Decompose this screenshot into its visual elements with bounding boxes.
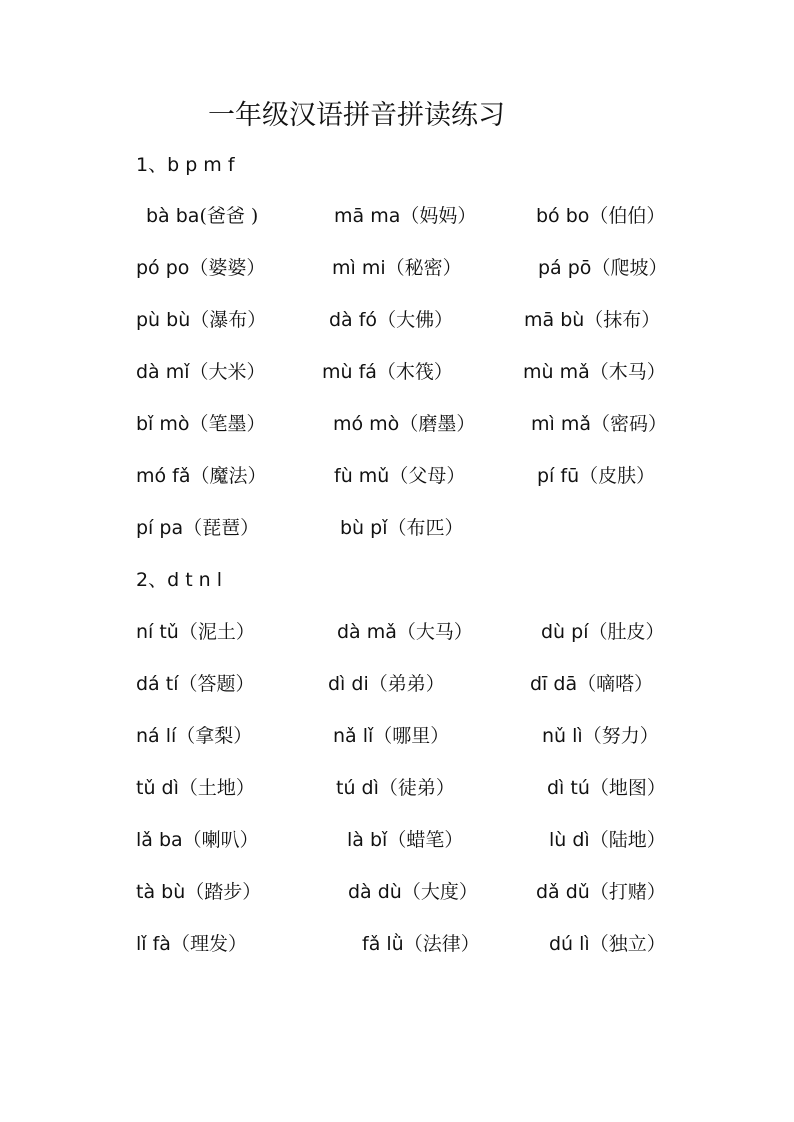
hanzi: (爸爸 ) <box>199 205 259 227</box>
word-item <box>322 355 453 389</box>
word-row <box>0 927 794 961</box>
word-item <box>542 719 659 753</box>
hanzi: （泥土） <box>178 621 255 643</box>
pinyin: ná lí <box>136 725 177 747</box>
pinyin: pù bù <box>136 309 191 331</box>
hanzi: （肚皮） <box>588 621 665 643</box>
word-item <box>136 407 266 441</box>
word-row <box>0 615 794 649</box>
page-title: 一年级汉语拼音拼读练习 <box>208 100 505 131</box>
word-item <box>136 667 255 701</box>
word-item <box>347 823 463 857</box>
word-item <box>136 251 265 285</box>
pinyin: dà fó <box>329 309 378 331</box>
hanzi: （秘密） <box>385 257 462 279</box>
word-item <box>523 355 666 389</box>
word-item <box>329 303 453 337</box>
pinyin: mó fǎ <box>136 465 191 487</box>
word-item <box>340 511 464 545</box>
word-item <box>337 615 473 649</box>
word-row <box>0 823 794 857</box>
hanzi: （抹布） <box>584 309 661 331</box>
pinyin: nǎ lǐ <box>333 725 374 747</box>
word-row <box>0 459 794 493</box>
hanzi: （努力） <box>582 725 659 747</box>
word-item <box>136 355 266 389</box>
hanzi: （伯伯） <box>589 205 666 227</box>
word-item <box>538 251 667 285</box>
word-item <box>136 927 247 961</box>
word-row <box>0 875 794 909</box>
hanzi: （答题） <box>178 673 255 695</box>
word-item <box>531 407 667 441</box>
word-item <box>530 667 653 701</box>
word-item <box>332 251 462 285</box>
word-item <box>334 199 476 233</box>
hanzi: （大度） <box>401 881 478 903</box>
hanzi: （踏步） <box>185 881 262 903</box>
word-item <box>136 303 266 337</box>
hanzi: （徒弟） <box>378 777 455 799</box>
hanzi: （喇叭） <box>182 829 259 851</box>
word-item <box>334 459 465 493</box>
pinyin: dī dā <box>530 673 578 695</box>
word-item <box>136 875 261 909</box>
word-row <box>0 719 794 753</box>
pinyin: mù mǎ <box>523 361 590 383</box>
hanzi: （磨墨） <box>399 413 476 435</box>
hanzi: （嘀嗒） <box>577 673 654 695</box>
pinyin: dǎ dǔ <box>536 881 590 903</box>
pinyin: dà mǎ <box>337 621 397 643</box>
word-item <box>328 667 445 701</box>
hanzi: （婆婆） <box>189 257 266 279</box>
hanzi: （土地） <box>178 777 255 799</box>
word-item <box>547 771 666 805</box>
hanzi: （爬坡） <box>591 257 668 279</box>
hanzi: （弟弟） <box>368 673 445 695</box>
pinyin: fù mǔ <box>334 465 390 487</box>
pinyin: dì tú <box>547 777 590 799</box>
pinyin: mā ma <box>334 205 401 227</box>
hanzi: （布匹） <box>387 517 464 539</box>
word-item <box>333 407 475 441</box>
word-item <box>136 771 255 805</box>
pinyin: lǐ fà <box>136 933 171 955</box>
word-item <box>333 719 449 753</box>
word-item <box>541 615 665 649</box>
hanzi: （哪里） <box>373 725 450 747</box>
pinyin: mā bù <box>524 309 585 331</box>
pinyin: dì di <box>328 673 369 695</box>
pinyin: dà dù <box>348 881 402 903</box>
pinyin: tà bù <box>136 881 186 903</box>
hanzi: （法律） <box>403 933 480 955</box>
pinyin: pá pō <box>538 257 592 279</box>
word-item <box>362 927 480 961</box>
hanzi: （大佛） <box>377 309 454 331</box>
word-item <box>136 615 255 649</box>
pinyin: lù dì <box>549 829 590 851</box>
word-row <box>0 303 794 337</box>
pinyin: ní tǔ <box>136 621 179 643</box>
pinyin: là bǐ <box>347 829 388 851</box>
pinyin: bǐ mò <box>136 413 190 435</box>
word-row <box>0 511 794 545</box>
word-item <box>536 199 665 233</box>
hanzi: （木筏） <box>376 361 453 383</box>
pinyin: lǎ ba <box>136 829 183 851</box>
pinyin: bù pǐ <box>340 517 388 539</box>
hanzi: （独立） <box>589 933 666 955</box>
pinyin: dù pí <box>541 621 589 643</box>
hanzi: （拿梨） <box>176 725 253 747</box>
pinyin: pó po <box>136 257 190 279</box>
word-item <box>549 823 666 857</box>
hanzi: （魔法） <box>190 465 267 487</box>
section-heading-bpmf: 1、b p m f <box>136 154 235 176</box>
word-row <box>0 355 794 389</box>
word-item <box>348 875 478 909</box>
pinyin: dà mǐ <box>136 361 190 383</box>
word-item <box>146 199 258 233</box>
word-item <box>136 511 259 545</box>
hanzi: （蜡笔） <box>387 829 464 851</box>
hanzi: （密码） <box>590 413 667 435</box>
hanzi: （理发） <box>170 933 247 955</box>
word-row <box>0 667 794 701</box>
word-item <box>536 875 666 909</box>
pinyin: tú dì <box>336 777 379 799</box>
hanzi: （父母） <box>389 465 466 487</box>
word-item <box>136 823 259 857</box>
hanzi: （木马） <box>589 361 666 383</box>
word-item <box>336 771 455 805</box>
hanzi: （大米） <box>189 361 266 383</box>
word-row <box>0 407 794 441</box>
hanzi: （笔墨） <box>189 413 266 435</box>
word-row <box>0 771 794 805</box>
hanzi: （皮肤） <box>579 465 656 487</box>
pinyin: pí fū <box>537 465 580 487</box>
pinyin: mù fá <box>322 361 377 383</box>
word-item <box>136 719 252 753</box>
pinyin: pí pa <box>136 517 184 539</box>
pinyin: mì mi <box>332 257 386 279</box>
pinyin: mó mò <box>333 413 400 435</box>
hanzi: （地图） <box>589 777 666 799</box>
word-item <box>549 927 666 961</box>
pinyin: dú lì <box>549 933 590 955</box>
pinyin: bó bo <box>536 205 590 227</box>
section-heading-dtnl: 2、d t n l <box>136 569 223 591</box>
pinyin: mì mǎ <box>531 413 591 435</box>
word-item <box>537 459 655 493</box>
pinyin: dá tí <box>136 673 179 695</box>
word-row <box>0 251 794 285</box>
hanzi: （瀑布） <box>190 309 267 331</box>
word-row <box>0 199 794 233</box>
pinyin: bà ba <box>146 205 200 227</box>
pinyin: nǔ lì <box>542 725 583 747</box>
word-item <box>524 303 660 337</box>
pinyin: fǎ lǜ <box>362 933 404 955</box>
hanzi: （打赌） <box>589 881 666 903</box>
pinyin: tǔ dì <box>136 777 179 799</box>
hanzi: （妈妈） <box>400 205 477 227</box>
hanzi: （大马） <box>396 621 473 643</box>
hanzi: （陆地） <box>589 829 666 851</box>
word-item <box>136 459 267 493</box>
hanzi: （琵琶） <box>183 517 260 539</box>
